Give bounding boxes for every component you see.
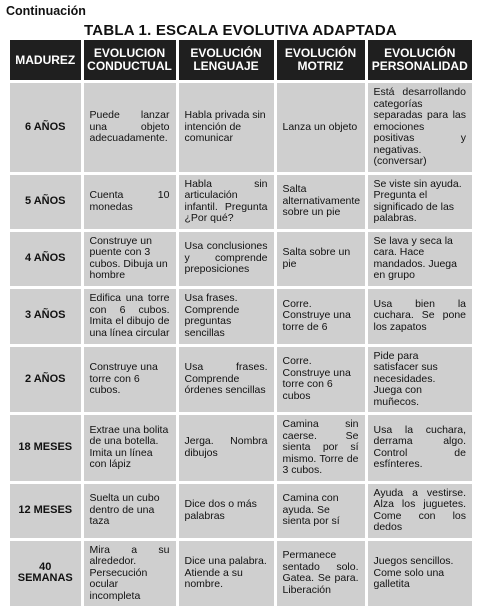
conductual-cell: Extrae una bolita de una botella. Imita un línea con lápiz	[82, 414, 177, 483]
lenguaje-cell: Dice dos o más palabras	[177, 482, 275, 539]
motriz-cell: Lanza un objeto	[275, 82, 366, 174]
table-row	[10, 482, 472, 539]
conductual-cell: Cuenta 10 monedas	[82, 173, 177, 230]
conductual-cell: Edifica una torre con 6 cubos. Imita el dibujo de una línea circular	[82, 287, 177, 345]
motriz-cell: Camina sin caerse. Se sienta por sí mismo. Torre de 3 cubos.	[275, 414, 366, 483]
conductual-cell: Puede lanzar una objeto adecuadamente.	[82, 82, 177, 174]
header-row	[10, 40, 472, 82]
lenguaje-cell: Usa frases. Comprende preguntas sencillas	[177, 287, 275, 345]
header-personalidad: EVOLUCIÓN PERSONALIDAD	[366, 40, 472, 82]
age-cell: 2 AÑOS	[10, 345, 82, 414]
personalidad-cell: Usa la cuchara, derrama algo. Control de esfínteres.	[366, 414, 472, 483]
evolutive-scale-table	[10, 40, 472, 606]
header-motriz: EVOLUCIÓN MOTRIZ	[275, 40, 366, 82]
table-row	[10, 230, 472, 287]
table-row	[10, 82, 472, 174]
table-row	[10, 345, 472, 414]
lenguaje-cell: Dice una palabra. Atiende a su nombre.	[177, 539, 275, 606]
age-cell: 18 MESES	[10, 414, 82, 483]
motriz-cell: Corre. Construye una torre con 6 cubos	[275, 345, 366, 414]
lenguaje-cell: Habla sin articulación infantil. Pregunta ¿Por qué?	[177, 173, 275, 230]
age-cell: 5 AÑOS	[10, 173, 82, 230]
table-row	[10, 539, 472, 606]
header-madurez: MADUREZ	[10, 40, 82, 82]
table-row	[10, 414, 472, 483]
personalidad-cell: Se lava y seca la cara. Hace mandados. Juega en grupo	[366, 230, 472, 287]
table-row	[10, 287, 472, 345]
age-cell: 6 AÑOS	[10, 82, 82, 174]
personalidad-cell: Ayuda a vestirse. Alza los juguetes. Come con los dedos	[366, 482, 472, 539]
lenguaje-cell: Habla privada sin intención de comunicar	[177, 82, 275, 174]
motriz-cell: Salta alternativamente sobre un pie	[275, 173, 366, 230]
personalidad-cell: Se viste sin ayuda. Pregunta el significado de las palabras.	[366, 173, 472, 230]
motriz-cell: Salta sobre un pie	[275, 230, 366, 287]
age-cell: 12 MESES	[10, 482, 82, 539]
personalidad-cell: Pide para satisfacer sus necesidades. Juega con muñecos.	[366, 345, 472, 414]
table-title: TABLA 1. ESCALA EVOLUTIVA ADAPTADA	[84, 22, 397, 39]
header-lenguaje: EVOLUCIÓN LENGUAJE	[177, 40, 275, 82]
lenguaje-cell: Usa frases. Comprende órdenes sencillas	[177, 345, 275, 414]
lenguaje-cell: Jerga. Nombra dibujos	[177, 414, 275, 483]
age-cell: 40 SEMANAS	[10, 539, 82, 606]
motriz-cell: Corre. Construye una torre de 6	[275, 287, 366, 345]
motriz-cell: Permanece sentado solo. Gatea. Se para. Liberación	[275, 539, 366, 606]
personalidad-cell: Usa bien la cuchara. Se pone los zapatos	[366, 287, 472, 345]
header-conductual: EVOLUCION CONDUCTUAL	[82, 40, 177, 82]
personalidad-cell: Está desarrollando categorías separadas para las emociones positivas y negativas. (conversar)	[366, 82, 472, 174]
conductual-cell: Suelta un cubo dentro de una taza	[82, 482, 177, 539]
age-cell: 3 AÑOS	[10, 287, 82, 345]
conductual-cell: Mira a su alrededor. Persecución ocular incompleta	[82, 539, 177, 606]
conductual-cell: Construye un puente con 3 cubos. Dibuja un hombre	[82, 230, 177, 287]
table-row	[10, 173, 472, 230]
continuation-label: Continuación	[6, 4, 86, 18]
conductual-cell: Construye una torre con 6 cubos.	[82, 345, 177, 414]
lenguaje-cell: Usa conclusiones y comprende preposiciones	[177, 230, 275, 287]
personalidad-cell: Juegos sencillos. Come solo una galletita	[366, 539, 472, 606]
age-cell: 4 AÑOS	[10, 230, 82, 287]
motriz-cell: Camina con ayuda. Se sienta por sí	[275, 482, 366, 539]
